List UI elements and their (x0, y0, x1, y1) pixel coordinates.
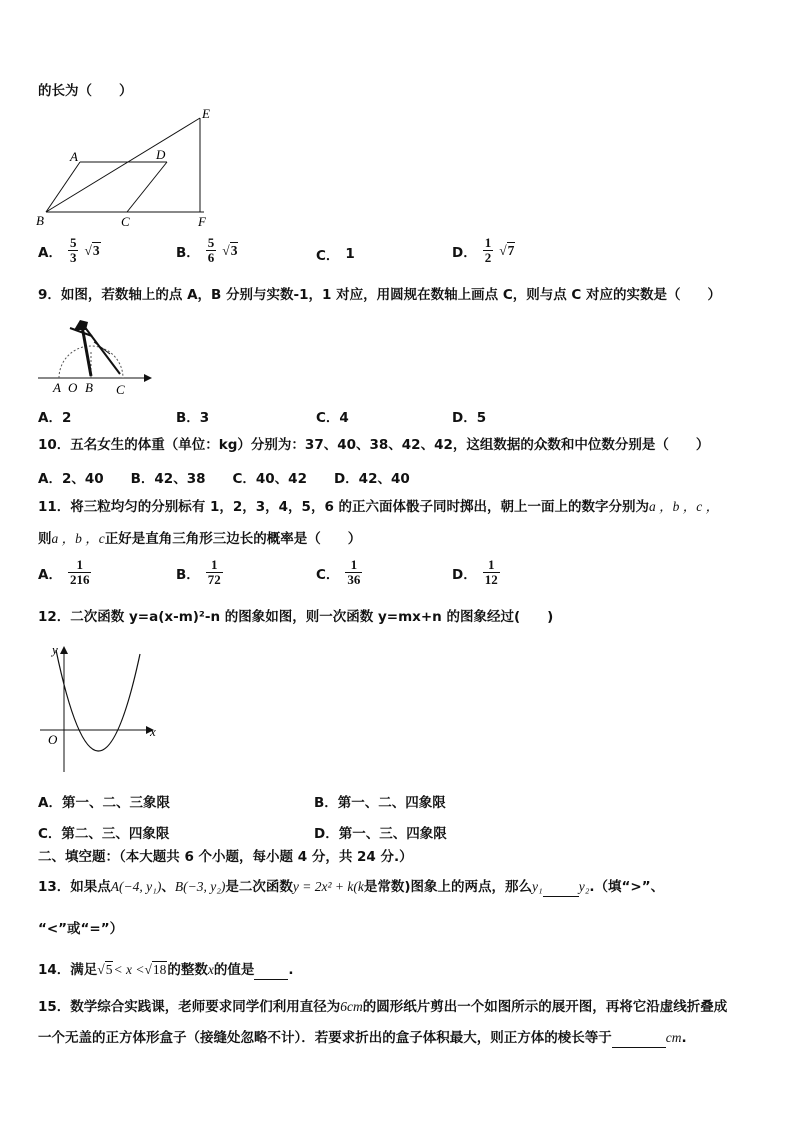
q12-stem: 12．二次函数 y=a(x-m)²-n 的图象如图，则一次函数 y=mx+n 的图象经过( ) (38, 609, 554, 625)
q15-answer-blank[interactable] (612, 1029, 666, 1048)
q11-option-b[interactable]: B． $\frac{1}{72}$ (176, 557, 221, 587)
q9-label-B: B (85, 380, 93, 395)
q15-line1: 15．数学综合实践课，老师要求同学们利用直径为6cm的圆形纸片剪出一个如图所示的展开图，再将它沿虚线折叠成 (38, 999, 728, 1015)
q10-options[interactable]: A．2、40 B．42、38 C．40、42 D．42、40 (38, 471, 410, 487)
q11-line1: 11．将三粒均匀的分别标有 1，2，3，4，5，6 的正六面体骰子同时掷出，朝上一面上的数字分别为a ，b ，c ， (38, 499, 720, 515)
q8-label-C: C (121, 214, 130, 229)
q8-label-D: D (156, 147, 166, 162)
q8-label-E: E (202, 106, 210, 121)
q9-label-C: C (116, 382, 125, 397)
q12-option-d[interactable]: D．第一、三、四象限 (314, 826, 447, 842)
q13-answer-blank[interactable] (543, 878, 579, 897)
q11-line2: 则a ，b ，c正好是直角三角形三边长的概率是（ ） (38, 531, 362, 547)
section-heading: 二、填空题：（本大题共 6 个小题，每小题 4 分，共 24 分.） (38, 849, 413, 865)
q11-option-d[interactable]: D． $\frac{1}{12}$ (452, 557, 498, 587)
q12-figure (36, 640, 166, 776)
q9-label-A: A (53, 380, 61, 395)
q8-option-d[interactable]: D． $\frac{1}{2}$ √7 (452, 235, 515, 265)
q8-label-A: A (70, 149, 78, 164)
q8-stem-tail: 的长为（ ） (38, 83, 133, 99)
q9-label-O: O (68, 380, 78, 395)
q10-stem: 10．五名女生的体重（单位：kg）分别为：37、40、38、42、42，这组数据的众数和中位数分别是（ ） (38, 437, 710, 453)
q12-option-a[interactable]: A．第一、二、三象限 (38, 795, 170, 811)
q12-option-c[interactable]: C．第二、三、四象限 (38, 826, 170, 842)
q9-figure (36, 312, 156, 398)
q14-answer-blank[interactable] (254, 961, 288, 980)
q13-line1: 13．如果点A(−4, y₁)、B(−3, y₂)是二次函数y = 2x² + k(k是常数)图象上的两点，那么y₁ y₂.（填“>”、 (38, 879, 665, 895)
q8-figure (32, 104, 222, 230)
q9-stem: 9．如图，若数轴上的点 A，B 分别与实数-1，1 对应，用圆规在数轴上画点 C，则与点 C 对应的实数是（ ） (38, 287, 722, 303)
q8-option-c[interactable]: C． 1 (316, 246, 355, 264)
q15-line2: 一个无盖的正方体形盒子（接缝处忽略不计）．若要求折出的盒子体积最大，则正方体的棱长等于 cm. (38, 1030, 687, 1046)
q8-label-B: B (36, 213, 44, 228)
q12-option-b[interactable]: B．第一、二、四象限 (314, 795, 446, 811)
q8-option-a[interactable]: A． $\frac{5}{3}$ √3 (38, 235, 100, 265)
q12-label-x: x (150, 724, 156, 739)
q9-option-b[interactable]: B．3 (176, 410, 210, 426)
q8-option-b[interactable]: B． $\frac{5}{6}$ √3 (176, 235, 238, 265)
q12-parabola (56, 650, 140, 751)
q11-option-a[interactable]: A． $\frac{1}{216}$ (38, 557, 90, 587)
q9-option-c[interactable]: C．4 (316, 410, 349, 426)
q12-label-O: O (48, 732, 58, 747)
q12-label-y: y (52, 642, 58, 657)
q14-line: 14．满足√5< x <√18的整数x的值是 . (38, 962, 294, 978)
q9-option-a[interactable]: A．2 (38, 410, 72, 426)
q13-line2: “<”或“=”） (38, 921, 124, 937)
q9-option-d[interactable]: D．5 (452, 410, 487, 426)
q8-label-F: F (198, 214, 206, 229)
q11-option-c[interactable]: C． $\frac{1}{36}$ (316, 557, 361, 587)
